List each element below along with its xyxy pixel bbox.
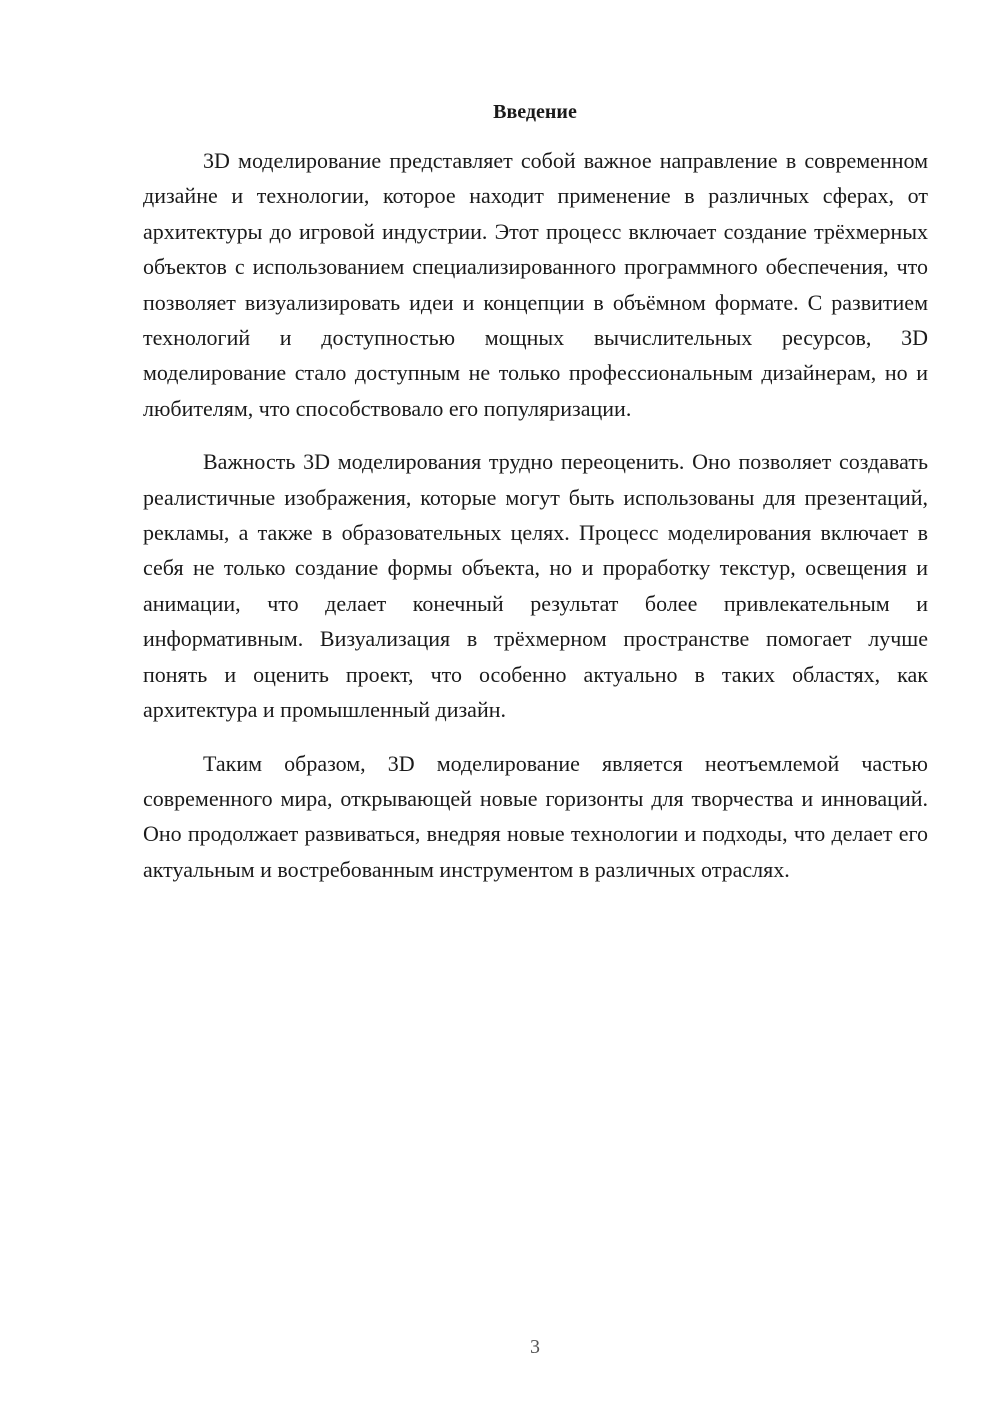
paragraph-3: Таким образом, 3D моделирование является неотъемлемой частью современного мира, открывающей новые горизонты для творчества и инноваций. Оно продолжает развиваться, внедряя новые технологии и подходы, что делает его актуальным и востребованным инструментом в различных отраслях.	[143, 750, 928, 882]
paragraph-2: Важность 3D моделирования трудно переоценить. Оно позволяет создавать реалистичные изображения, которые могут быть использованы для презентаций, рекламы, а также в образовательных целях. Процесс моделирования включает в себя не только создание формы объекта, но и проработку текстур, освещения и анимации, что делает конечный результат более привлекательным и информативным. Визуализация в трёхмерном пространстве помогает лучше понять и оценить проект, что особенно актуально в таких областях, как архитектура и промышленный дизайн.	[143, 449, 928, 723]
paragraph-1: 3D моделирование представляет собой важное направление в современном дизайне и технологии, которое находит применение в различных сферах, от архитектуры до игровой индустрии. Этот процесс включает создание трёхмерных объектов с использованием специализированного программного обеспечения, что позволяет визуализировать идеи и концепции в объёмном формате. С развитием технологий и доступностью мощных вычислительных ресурсов, 3D моделирование стало доступным не только профессиональным дизайнерам, но и любителям, что способствовало его популяризации.	[143, 148, 928, 421]
page-title: Введение	[493, 101, 577, 123]
body-text	[143, 143, 928, 905]
page-number: 3	[530, 1336, 540, 1358]
